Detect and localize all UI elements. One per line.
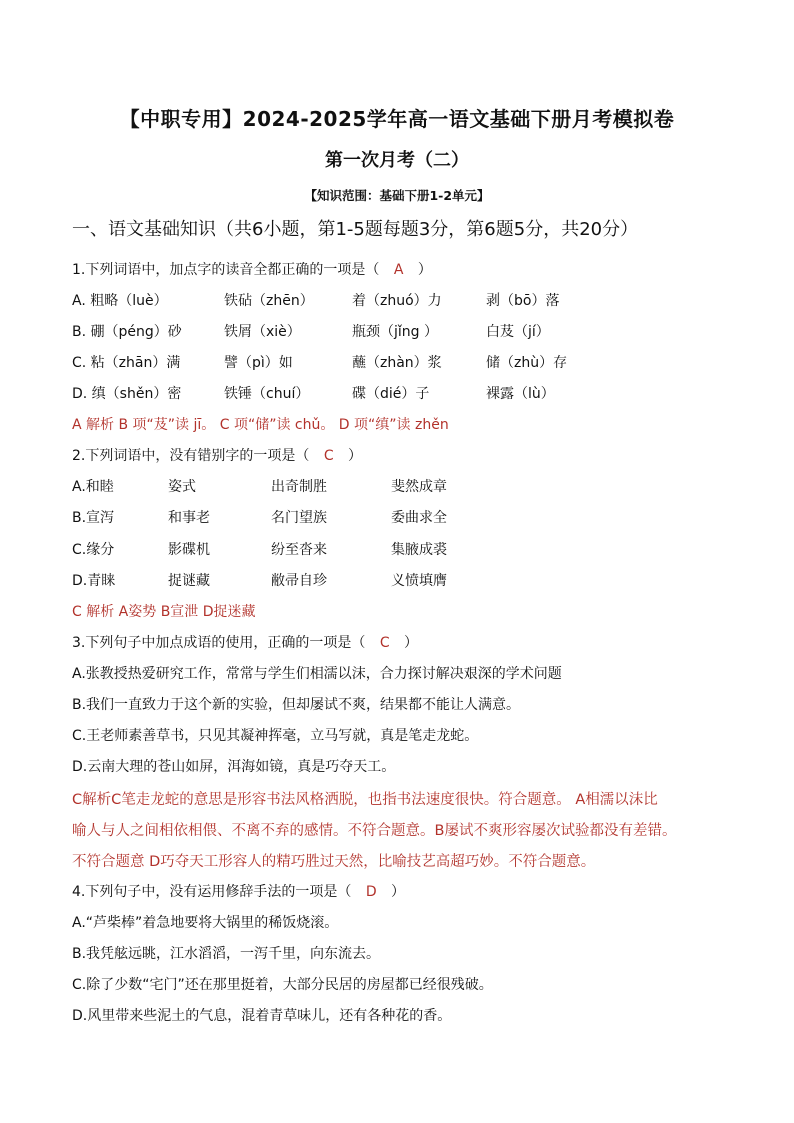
option-cell: 储（zhù）存: [486, 355, 568, 371]
option-cell: A.和睦: [72, 479, 114, 495]
option-cell: 义愤填膺: [391, 573, 447, 589]
question-4-stem: [72, 882, 405, 902]
explanation-line: 不符合题意 D巧夺天工形容人的精巧胜过天然，比喻技艺高超巧妙。不符合题意。: [72, 854, 596, 870]
section-heading: 一、语文基础知识（共6小题，第1-5题每题3分，第6题5分，共20分）: [72, 219, 639, 240]
option-cell: 捉谜藏: [168, 573, 210, 589]
answer-letter: A: [393, 262, 404, 278]
option-cell: 影碟机: [168, 542, 210, 558]
option-cell: B. 硼（péng）砂: [72, 324, 182, 340]
explanation-line: C解析C笔走龙蛇的意思是形容书法风格洒脱，也指书法速度很快。符合题意。 A相濡以沫比: [72, 792, 658, 808]
option-cell: C. 粘（zhān）满: [72, 355, 181, 371]
q4-option: A.“芦柴棒”着急地要将大锅里的稀饭烧滚。: [72, 915, 339, 931]
option-cell: 和事老: [168, 510, 210, 526]
question-stem-close: ）: [417, 262, 432, 278]
q4-option: D.风里带来些泥土的气息，混着青草味儿，还有各种花的香。: [72, 1008, 452, 1024]
option-cell: 敝帚自珍: [271, 573, 327, 589]
option-cell: 蘸（zhàn）浆: [352, 355, 442, 371]
question-1-stem: [72, 260, 432, 280]
q3-option: D.云南大理的苍山如屏，洱海如镜，真是巧夺天工。: [72, 759, 396, 775]
q4-option: C.除了少数“宅门”还在那里挺着，大部分民居的房屋都已经很残破。: [72, 977, 493, 993]
question-stem-text: 2.下列词语中，没有错别字的一项是（: [72, 448, 310, 464]
answer-letter: C: [323, 448, 334, 464]
option-cell: 纷至沓来: [271, 542, 327, 558]
question-stem-close: ）: [391, 884, 406, 900]
option-cell: C.缘分: [72, 542, 115, 558]
answer-letter: C: [379, 635, 390, 651]
option-cell: 着（zhuó）力: [352, 293, 442, 309]
option-cell: A. 粗略（luè）: [72, 293, 168, 309]
knowledge-scope: 【知识范围：基础下册1-2单元】: [304, 188, 490, 203]
q2-explanation: C 解析 A姿势 B宣泄 D捉迷藏: [72, 604, 256, 620]
option-cell: 斐然成章: [391, 479, 447, 495]
question-2-stem: [72, 446, 362, 466]
option-cell: 瓶颈（jǐng ）: [352, 324, 438, 340]
question-stem-close: ）: [404, 635, 419, 651]
option-cell: 委曲求全: [391, 510, 447, 526]
option-cell: 剥（bō）落: [486, 293, 560, 309]
q3-option: C.王老师素善草书，只见其凝神挥毫，立马写就，真是笔走龙蛇。: [72, 728, 479, 744]
option-cell: 铁锤（chuí）: [224, 386, 310, 402]
q1-explanation: A 解析 B 项“芨”读 jī。 C 项“储”读 chǔ。 D 项“缜”读 zhěn: [72, 417, 449, 433]
option-cell: 姿式: [168, 479, 196, 495]
option-cell: 碟（dié）子: [352, 386, 430, 402]
exam-subtitle: 第一次月考（二）: [325, 150, 469, 171]
question-3-stem: [72, 633, 418, 653]
option-cell: D.青睐: [72, 573, 116, 589]
option-cell: 铁屑（xiè）: [224, 324, 301, 340]
option-cell: 名门望族: [271, 510, 327, 526]
answer-letter: D: [365, 884, 377, 900]
option-cell: 集腋成裘: [391, 542, 447, 558]
question-stem-text: 4.下列句子中，没有运用修辞手法的一项是（: [72, 884, 352, 900]
question-stem-text: 1.下列词语中，加点字的读音全都正确的一项是（: [72, 262, 380, 278]
q3-option: A.张教授热爱研究工作，常常与学生们相濡以沫，合力探讨解决艰深的学术问题: [72, 666, 562, 682]
q4-option: B.我凭舷远眺，江水滔滔，一泻千里，向东流去。: [72, 946, 381, 962]
q3-option: B.我们一直致力于这个新的实验，但却屡试不爽，结果都不能让人满意。: [72, 697, 521, 713]
option-cell: 出奇制胜: [271, 479, 327, 495]
question-stem-text: 3.下列句子中加点成语的使用，正确的一项是（: [72, 635, 366, 651]
exam-title: 【中职专用】2024-2025学年高一语文基础下册月考模拟卷: [119, 107, 675, 131]
option-cell: 譬（pì）如: [224, 355, 293, 371]
explanation-line: 喻人与人之间相依相偎、不离不弃的感情。不符合题意。B屡试不爽形容屡次试验都没有差错。: [72, 823, 677, 839]
option-cell: 裸露（lù）: [486, 386, 555, 402]
option-cell: B.宣泻: [72, 510, 115, 526]
option-cell: 白芨（jí）: [486, 324, 550, 340]
option-cell: 铁砧（zhēn）: [224, 293, 314, 309]
question-stem-close: ）: [348, 448, 363, 464]
q3-explanation: [72, 785, 732, 878]
option-cell: D. 缜（shěn）密: [72, 386, 182, 402]
